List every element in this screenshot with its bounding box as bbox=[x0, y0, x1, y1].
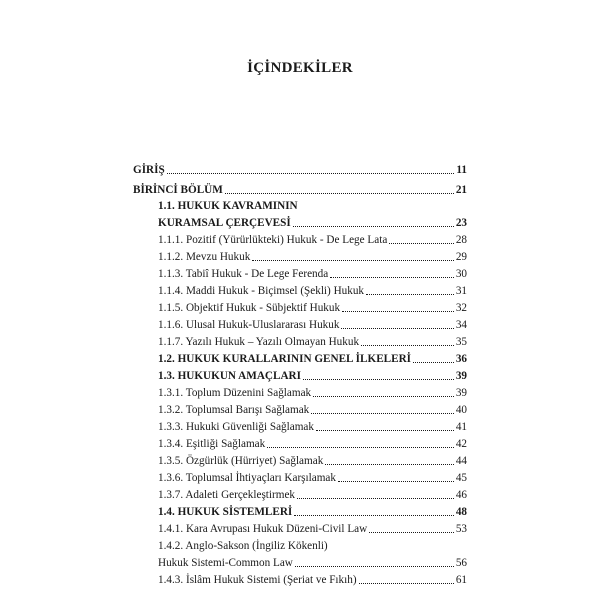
toc-entry bbox=[158, 553, 467, 570]
toc-entry-label: 1.4. HUKUK SİSTEMLERİ bbox=[158, 506, 293, 518]
toc-entry bbox=[158, 434, 467, 451]
toc-entry-page: 36 bbox=[455, 353, 467, 365]
toc-entry-page: 39 bbox=[455, 370, 467, 382]
toc-entry bbox=[158, 502, 467, 519]
toc-entry-label: 1.3.5. Özgürlük (Hürriyet) Sağlamak bbox=[158, 455, 324, 467]
toc-entry-label: BİRİNCİ BÖLÜM bbox=[133, 184, 223, 196]
toc-entry-page: 61 bbox=[455, 574, 467, 586]
toc-entry bbox=[158, 264, 467, 281]
dot-leader bbox=[325, 464, 454, 465]
dot-leader bbox=[293, 226, 454, 227]
dot-leader bbox=[225, 193, 454, 194]
toc-entry-page: 32 bbox=[455, 302, 467, 314]
toc-entry bbox=[158, 298, 467, 315]
toc-entry bbox=[158, 417, 467, 434]
toc-entry-label: 1.3.7. Adaleti Gerçekleştirmek bbox=[158, 489, 296, 501]
toc-entry-page: 30 bbox=[455, 268, 467, 280]
toc-entry-label: 1.2. HUKUK KURALLARININ GENEL İLKELERİ bbox=[158, 353, 412, 365]
dot-leader bbox=[342, 311, 454, 312]
toc-entry-page: 53 bbox=[455, 523, 467, 535]
toc-entry bbox=[158, 366, 467, 383]
toc-entry bbox=[158, 332, 467, 349]
toc-entry bbox=[133, 160, 467, 177]
toc-entry-label: 1.1.4. Maddi Hukuk - Biçimsel (Şekli) Hukuk bbox=[158, 285, 365, 297]
toc-entry bbox=[158, 196, 467, 213]
toc-entry-label: 1.4.2. Anglo-Sakson (İngiliz Kökenli) bbox=[158, 540, 328, 552]
toc-entry-label: 1.3.6. Toplumsal İhtiyaçları Karşılamak bbox=[158, 472, 336, 484]
toc-entry-page: 23 bbox=[455, 217, 467, 229]
toc-entry-page: 42 bbox=[455, 438, 467, 450]
dot-leader bbox=[252, 260, 454, 261]
toc-entry-page: 35 bbox=[455, 336, 467, 348]
toc-entry-label: GİRİŞ bbox=[133, 164, 165, 176]
toc-entry-label: 1.1.5. Objektif Hukuk - Sübjektif Hukuk bbox=[158, 302, 341, 314]
toc-entry-label: 1.3. HUKUKUN AMAÇLARI bbox=[158, 370, 301, 382]
dot-leader bbox=[311, 413, 454, 414]
dot-leader bbox=[366, 294, 454, 295]
toc-entry bbox=[158, 383, 467, 400]
toc-entry bbox=[158, 230, 467, 247]
dot-leader bbox=[294, 515, 454, 516]
toc-entry-label: 1.1.2. Mevzu Hukuk bbox=[158, 251, 251, 263]
toc-entry bbox=[133, 180, 467, 197]
toc-entry-page: 40 bbox=[455, 404, 467, 416]
toc-entry bbox=[158, 519, 467, 536]
dot-leader bbox=[330, 277, 454, 278]
toc-entry bbox=[158, 349, 467, 366]
toc-entry-page: 29 bbox=[455, 251, 467, 263]
toc-entry-page: 46 bbox=[455, 489, 467, 501]
toc-entry-page: 39 bbox=[455, 387, 467, 399]
dot-leader bbox=[267, 447, 454, 448]
toc-entry bbox=[158, 213, 467, 230]
dot-leader bbox=[369, 532, 454, 533]
dot-leader bbox=[313, 396, 454, 397]
toc-entry bbox=[158, 451, 467, 468]
toc-entry bbox=[158, 281, 467, 298]
dot-leader bbox=[413, 362, 454, 363]
dot-leader bbox=[303, 379, 454, 380]
dot-leader bbox=[338, 481, 454, 482]
toc-entry-page: 45 bbox=[455, 472, 467, 484]
toc-entry-label: 1.3.2. Toplumsal Barışı Sağlamak bbox=[158, 404, 310, 416]
toc-entry bbox=[158, 315, 467, 332]
toc-entry-page: 56 bbox=[455, 557, 467, 569]
dot-leader bbox=[361, 345, 454, 346]
toc-entry-label: 1.1.3. Tabiî Hukuk - De Lege Ferenda bbox=[158, 268, 329, 280]
toc-entry-page: 11 bbox=[456, 164, 467, 176]
toc-entry-page: 41 bbox=[455, 421, 467, 433]
dot-leader bbox=[295, 566, 454, 567]
toc-entry-label: 1.4.3. İslâm Hukuk Sistemi (Şeriat ve Fıkıh) bbox=[158, 574, 357, 586]
toc-entry bbox=[158, 536, 467, 553]
dot-leader bbox=[341, 328, 453, 329]
dot-leader bbox=[359, 583, 454, 584]
toc-entry-page: 31 bbox=[455, 285, 467, 297]
toc-entry bbox=[158, 468, 467, 485]
page-title: İÇİNDEKİLER bbox=[247, 60, 353, 76]
toc-entry-label: 1.3.4. Eşitliği Sağlamak bbox=[158, 438, 266, 450]
toc-entry-label: 1.1.7. Yazılı Hukuk – Yazılı Olmayan Hukuk bbox=[158, 336, 360, 348]
toc-entry-label: KURAMSAL ÇERÇEVESİ bbox=[158, 217, 291, 229]
toc-entry-label: 1.1.1. Pozitif (Yürürlükteki) Hukuk - De Lege Lata bbox=[158, 234, 388, 246]
toc-entry-page: 21 bbox=[455, 184, 467, 196]
toc-entry-page: 34 bbox=[455, 319, 467, 331]
dot-leader bbox=[297, 498, 454, 499]
toc-entry-page: 44 bbox=[455, 455, 467, 467]
toc-entry-page: 28 bbox=[455, 234, 467, 246]
toc-entry-label: 1.3.3. Hukuki Güvenliği Sağlamak bbox=[158, 421, 314, 433]
toc-entry-label: 1.1. HUKUK KAVRAMININ bbox=[158, 200, 298, 212]
toc-entry-label: 1.1.6. Ulusal Hukuk-Uluslararası Hukuk bbox=[158, 319, 340, 331]
toc-entry-label: Hukuk Sistemi-Common Law bbox=[158, 557, 293, 569]
toc-entry-label: 1.3.1. Toplum Düzenini Sağlamak bbox=[158, 387, 312, 399]
toc-entry-page: 48 bbox=[455, 506, 467, 518]
dot-leader bbox=[389, 243, 454, 244]
toc-entry bbox=[158, 247, 467, 264]
dot-leader bbox=[167, 173, 455, 174]
toc-entry bbox=[158, 400, 467, 417]
dot-leader bbox=[316, 430, 454, 431]
toc-entry-label: 1.4.1. Kara Avrupası Hukuk Düzeni-Civil Law bbox=[158, 523, 368, 535]
toc-entry bbox=[158, 485, 467, 502]
toc-entry bbox=[158, 570, 467, 587]
